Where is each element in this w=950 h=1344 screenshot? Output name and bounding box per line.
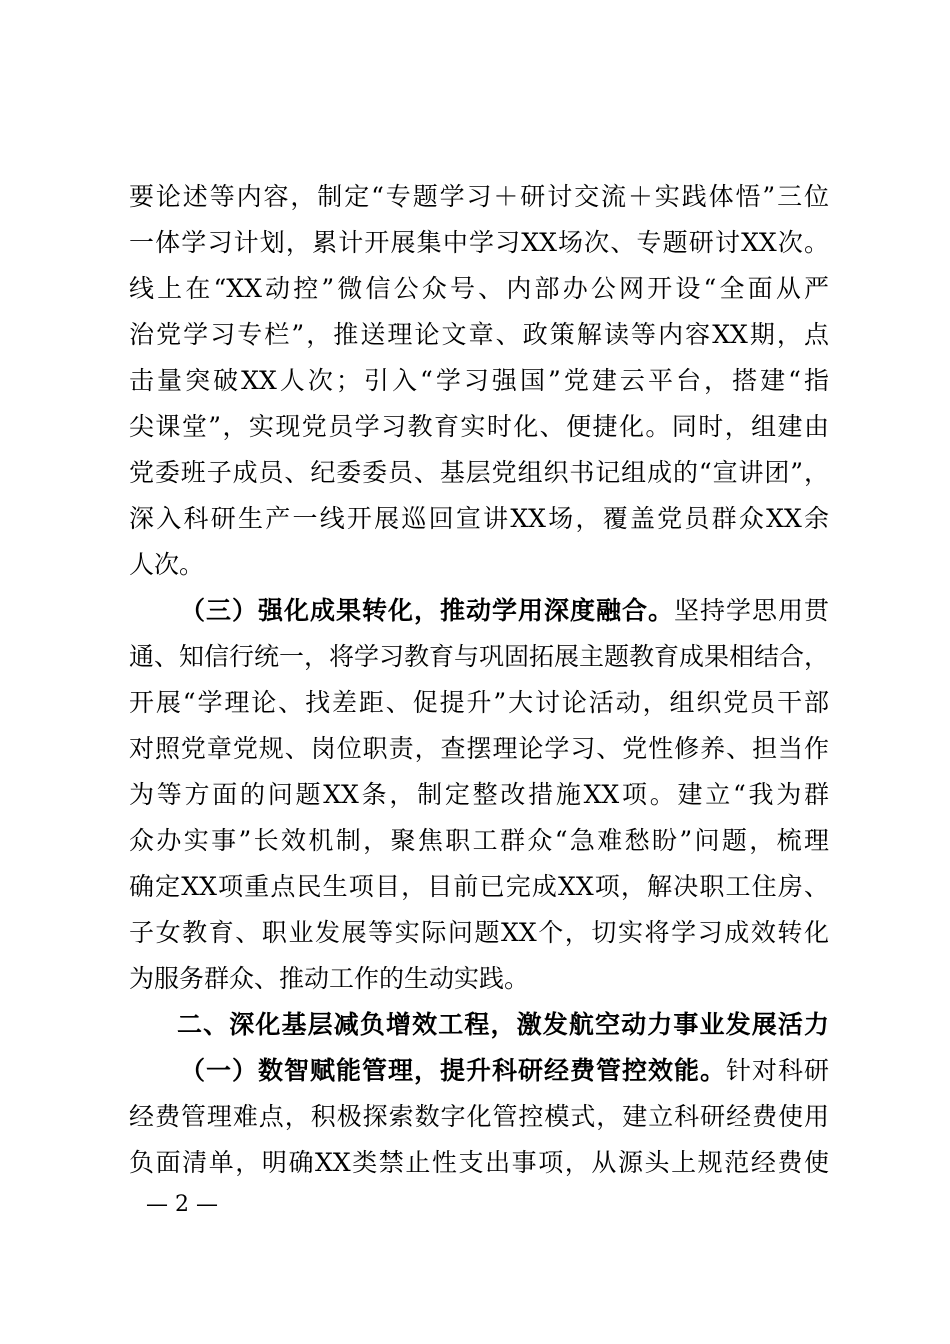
section3-heading: （三）强化成果转化，推动学用深度融合。 xyxy=(180,596,674,625)
body-line: 众办实事”长效机制，聚焦职工群众“急难愁盼”问题，梳理 xyxy=(129,826,829,855)
body-line: 一体学习计划，累计开展集中学习XX场次、专题研讨XX次。 xyxy=(129,228,829,257)
body-line: 负面清单，明确XX类禁止性支出事项，从源头上规范经费使 xyxy=(129,1148,829,1177)
body-line: 要论述等内容，制定“专题学习＋研讨交流＋实践体悟”三位 xyxy=(129,182,829,211)
body-line: 治党学习专栏”，推送理论文章、政策解读等内容XX期，点 xyxy=(129,320,829,349)
section3-first-line xyxy=(180,591,829,631)
page-number: — 2 — xyxy=(146,1192,218,1217)
body-line: 对照党章党规、岗位职责，查摆理论学习、党性修养、担当作 xyxy=(129,734,829,763)
part2-heading: 二、深化基层减负增效工程，激发航空动力事业发展活力 xyxy=(177,1010,829,1039)
body-line: 通、知信行统一，将学习教育与巩固拓展主题教育成果相结合， xyxy=(129,642,830,671)
body-line: 党委班子成员、纪委委员、基层党组织书记组成的“宣讲团”， xyxy=(129,458,829,487)
body-line: 经费管理难点，积极探索数字化管控模式，建立科研经费使用 xyxy=(129,1102,829,1131)
section3-first-line-rest: 坚持学思用贯 xyxy=(673,596,829,625)
body-line: 确定XX项重点民生项目，目前已完成XX项，解决职工住房、 xyxy=(129,872,829,901)
body-line: 击量突破XX人次；引入“学习强国”党建云平台，搭建“指 xyxy=(129,366,829,395)
body-line: 线上在“XX动控”微信公众号、内部办公网开设“全面从严 xyxy=(129,274,829,303)
body-line: 子女教育、职业发展等实际问题XX个，切实将学习成效转化 xyxy=(129,918,829,947)
part2-sub1-heading: （一）数智赋能管理，提升科研经费管控效能。 xyxy=(180,1056,726,1085)
body-line: 为服务群众、推动工作的生动实践。 xyxy=(129,964,530,993)
body-line: 开展“学理论、找差距、促提升”大讨论活动，组织党员干部 xyxy=(129,688,829,717)
part2-sub1-first-line-rest: 针对科研 xyxy=(725,1056,829,1085)
body-line: 深入科研生产一线开展巡回宣讲XX场，覆盖党员群众XX余 xyxy=(129,504,829,533)
part2-sub1-first-line xyxy=(180,1051,829,1091)
body-line: 尖课堂”，实现党员学习教育实时化、便捷化。同时，组建由 xyxy=(129,412,829,441)
body-line: 人次。 xyxy=(129,550,205,579)
body-line: 为等方面的问题XX条，制定整改措施XX项。建立“我为群 xyxy=(129,780,829,809)
